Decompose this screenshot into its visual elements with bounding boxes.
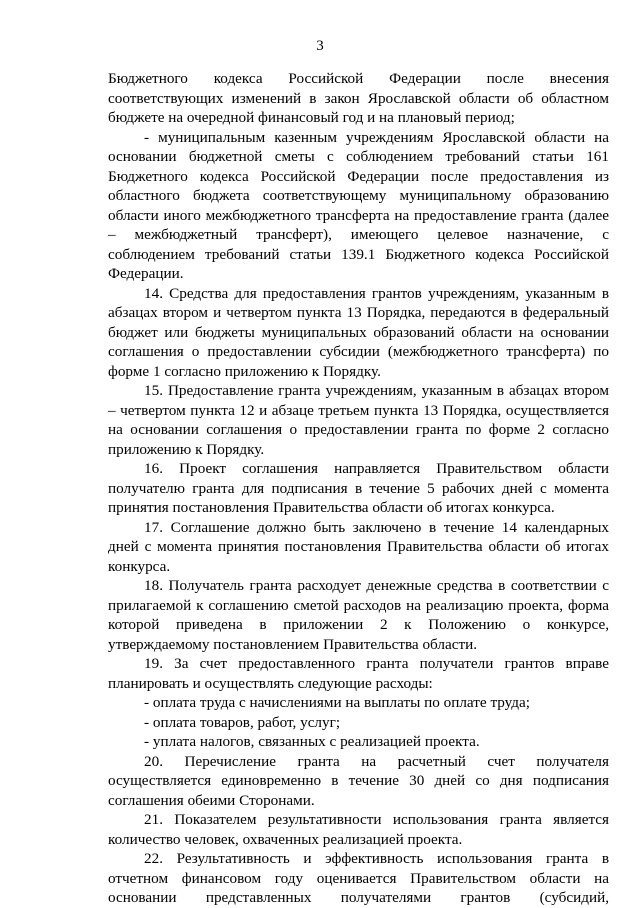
paragraph-20: 20. Перечисление гранта на расчетный счет получателя осуществляется единовременно в течение 30 дней со дня подписания соглашения обеими Сторонами. bbox=[108, 752, 609, 809]
paragraph-13-municipal-institutions: - муниципальным казенным учреждениям Ярославской области на основании бюджетной сметы с соблюдением требований статьи 161 Бюджетного кодекса Российской Федерации после предоставления из областного бюджета соответствующему муниципальному образованию области иного межбюджетного трансферта на предоставление гранта (далее – межбюджетный трансферт), имеющего целевое назначение, с соблюдением требований статьи 139.1 Бюджетного кодекса Российской Федерации. bbox=[108, 128, 609, 282]
page-number: 3 bbox=[316, 38, 324, 54]
paragraph-18: 18. Получатель гранта расходует денежные средства в соответствии с прилагаемой к соглашению сметой расходов на реализацию проекта, форма которой приведена в приложении 2 к Положению о конкурсе, утверждаемому постановлением Правительства области. bbox=[108, 577, 609, 653]
document-body bbox=[108, 69, 609, 908]
paragraph-16: 16. Проект соглашения направляется Правительством области получателю гранта для подписания в течение 5 рабочих дней с момента принятия постановления Правительства области об итогах конкурса. bbox=[108, 460, 609, 516]
paragraph-22: 22. Результативность и эффективность использования гранта в отчетном финансовом году оценивается Правительством области на основании представленных получателями грантов (субсидий, bbox=[108, 850, 609, 906]
list-item-goods-services: - оплата товаров, работ, услуг; bbox=[144, 713, 341, 731]
paragraph-19: 19. За счет предоставленного гранта получатели грантов вправе планировать и осуществлять следующие расходы: bbox=[108, 655, 609, 692]
paragraph-14: 14. Средства для предоставления грантов учреждениям, указанным в абзацах втором и четвертом пункта 13 Порядка, передаются в федеральный бюджет или бюджеты муниципальных образований области на основании соглашения о предоставлении субсидии (межбюджетного трансферта) по форме 1 согласно приложению к Порядку. bbox=[108, 284, 609, 380]
paragraph-13-continuation: Бюджетного кодекса Российской Федерации после внесения соответствующих изменений в закон Ярославской области об областном бюджете на очередной финансовый год и на плановый период; bbox=[108, 70, 609, 126]
paragraph-15: 15. Предоставление гранта учреждениям, указанным в абзацах втором – четвертом пункта 12 и абзаце третьем пункта 13 Порядка, осуществляется на основании соглашения о предоставлении гранта по форме 2 согласно приложению к Порядку. bbox=[108, 382, 609, 458]
paragraph-21: 21. Показателем результативности использования гранта является количество человек, охваченных реализацией проекта. bbox=[108, 811, 609, 848]
paragraph-17: 17. Соглашение должно быть заключено в течение 14 календарных дней с момента принятия постановления Правительства области об итогах конкурса. bbox=[108, 518, 609, 575]
list-item-taxes: - уплата налогов, связанных с реализацией проекта. bbox=[144, 733, 480, 750]
list-item-labor-payment: - оплата труда с начислениями на выплаты по оплате труда; bbox=[144, 694, 530, 711]
